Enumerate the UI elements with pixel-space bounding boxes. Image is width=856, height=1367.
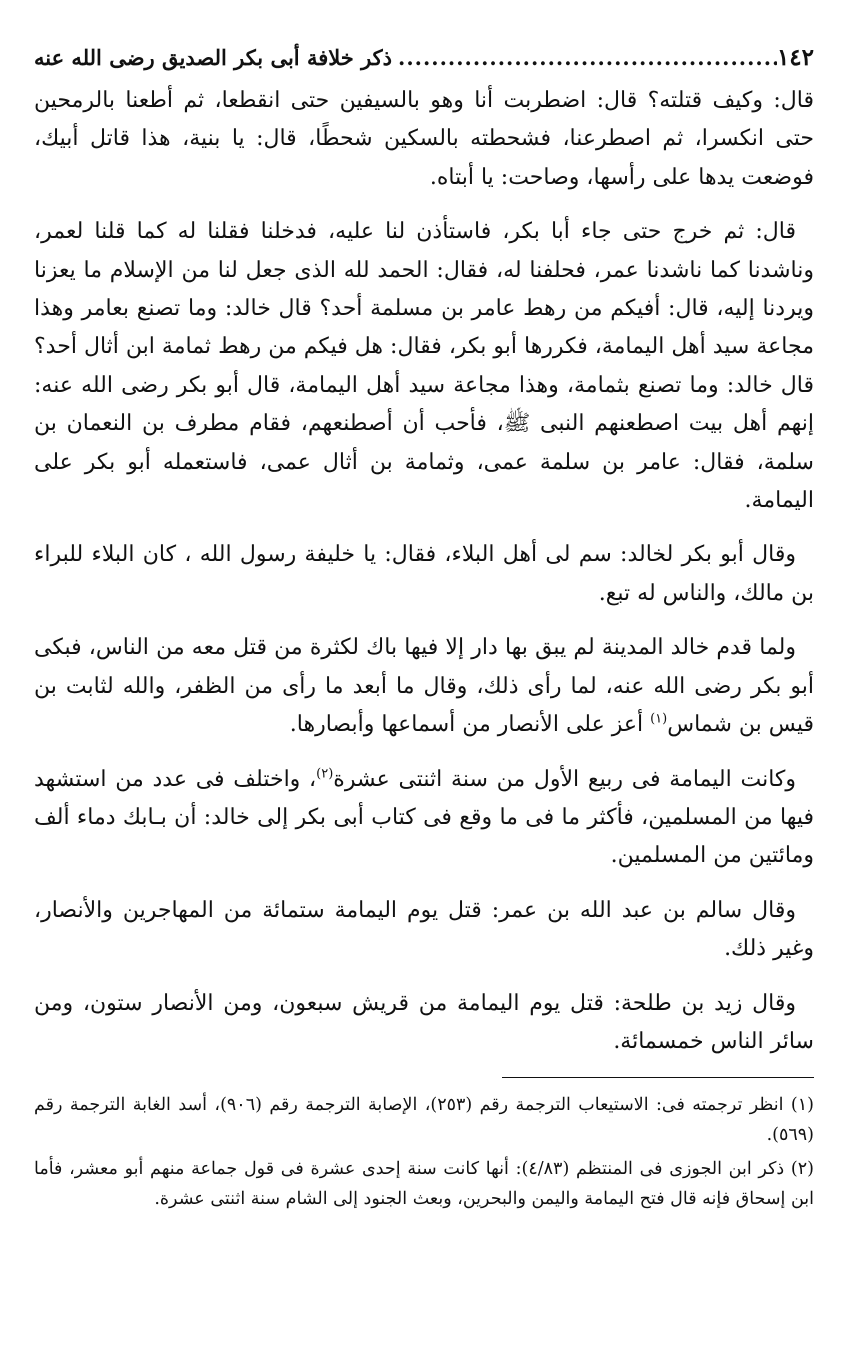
paragraph: وقال أبو بكر لخالد: سم لى أهل البلاء، فقال: يا خليفة رسول الله ، كان البلاء للبراء بن مالك، والناس له تبع. <box>34 542 814 606</box>
paragraph: قال: وكيف قتلته؟ قال: اضطربت أنا وهو بالسيفين حتى انقطعا، ثم أطعنا بالرمحين حتى انكسرا، ثم اصطرعنا، فشحطته بالسكين شحطًا، قال: يا بنية، هذا قاتل أبيك، فوضعت يدها على رأسها، وصاحت: يا أبتاه. <box>34 88 814 190</box>
footnote-reference: (١) <box>650 711 668 727</box>
paragraph: وقال سالم بن عبد الله بن عمر: قتل يوم اليمامة ستمائة من المهاجرين والأنصار، وغير ذلك. <box>34 897 814 962</box>
footnote-divider <box>502 1077 814 1078</box>
paragraph-text: ولما قدم خالد المدينة لم يبق بها دار إلا فيها باك لكثرة من قتل معه من الناس، فبكى أبو بكر رضى الله عنه، لما رأى ذلك، وقال ما أبعد ما رأى من الظفر، والله لثابت بن قيس بن شماس <box>34 635 814 738</box>
paragraph: قال: ثم خرج حتى جاء أبا بكر، فاستأذن لنا عليه، فدخلنا فقلنا له كما قلنا لعمر، وناشدنا كما ناشدنا عمر، فحلفنا له، فقال: الحمد لله الذى جعل لنا من الإسلام ما يعزنا ويردنا إليه، قال: أفيكم من رهط عامر بن مسلمة أحد؟ قال خالد: وما تصنع بعامر وهذا مجاعة سيد أهل اليمامة، فكررها أبو بكر، فقال: هل فيكم من رهط ثمامة ابن أثال أحد؟ قال خالد: وما تصنع بثمامة، وهذا مجاعة سيد أهل اليمامة، قال أبو بكر رضى الله عنه: إنهم أهل بيت اصطعنهم النبى ﷺ، فأحب أن أصطنعهم، فقام مطرف بن النعمان بن سلمة، فقال: عامر بن سلمة عمى، وثمامة بن أثال عمى، فاستعمله أبو بكر على اليمامة. <box>34 219 814 514</box>
paragraph-text: أعز على الأنصار من أسماعها وأبصارها. <box>289 712 644 738</box>
footnote-reference: (٢) <box>316 766 334 782</box>
body-text <box>34 82 814 1061</box>
running-title: ذكر خلافة أبى بكر الصديق رضى الله عنه <box>34 45 393 70</box>
running-head <box>34 38 814 78</box>
footnote: (١) انظر ترجمته فى: الاستيعاب الترجمة رقم (٢٥٣)، الإصابة الترجمة رقم (٩٠٦)، أسد الغابة الترجمة رقم (٥٦٩). <box>34 1095 814 1146</box>
paragraph <box>34 629 814 744</box>
dot-leader <box>392 38 777 78</box>
paragraph: وقال زيد بن طلحة: قتل يوم اليمامة من قريش سبعون، ومن الأنصار ستون، ومن سائر الناس خمسمائة. <box>34 990 814 1054</box>
footnote: (٢) ذكر ابن الجوزى فى المنتظم (٤/٨٣): أنها كانت سنة إحدى عشرة فى قول جماعة منهم أبو معشر، فأما ابن إسحاق فإنه قال فتح اليمامة واليمن والبحرين، وبعث الجنود إلى الشام سنة اثنتى عشرة. <box>34 1159 814 1210</box>
paragraph <box>34 761 814 876</box>
footnotes <box>34 1090 814 1214</box>
page-number: ١٤٢ <box>776 44 814 71</box>
paragraph-text: ، واختلف فى عدد من استشهد فيها من المسلمين، فأكثر ما فى ما وقع فى كتاب أبى بكر إلى خالد: أن بـابك دماء ألف ومائتين من المسلمين. <box>34 766 814 869</box>
document-page <box>34 38 814 1348</box>
paragraph-text: وكانت اليمامة فى ربيع الأول من سنة اثنتى عشرة <box>333 766 797 792</box>
